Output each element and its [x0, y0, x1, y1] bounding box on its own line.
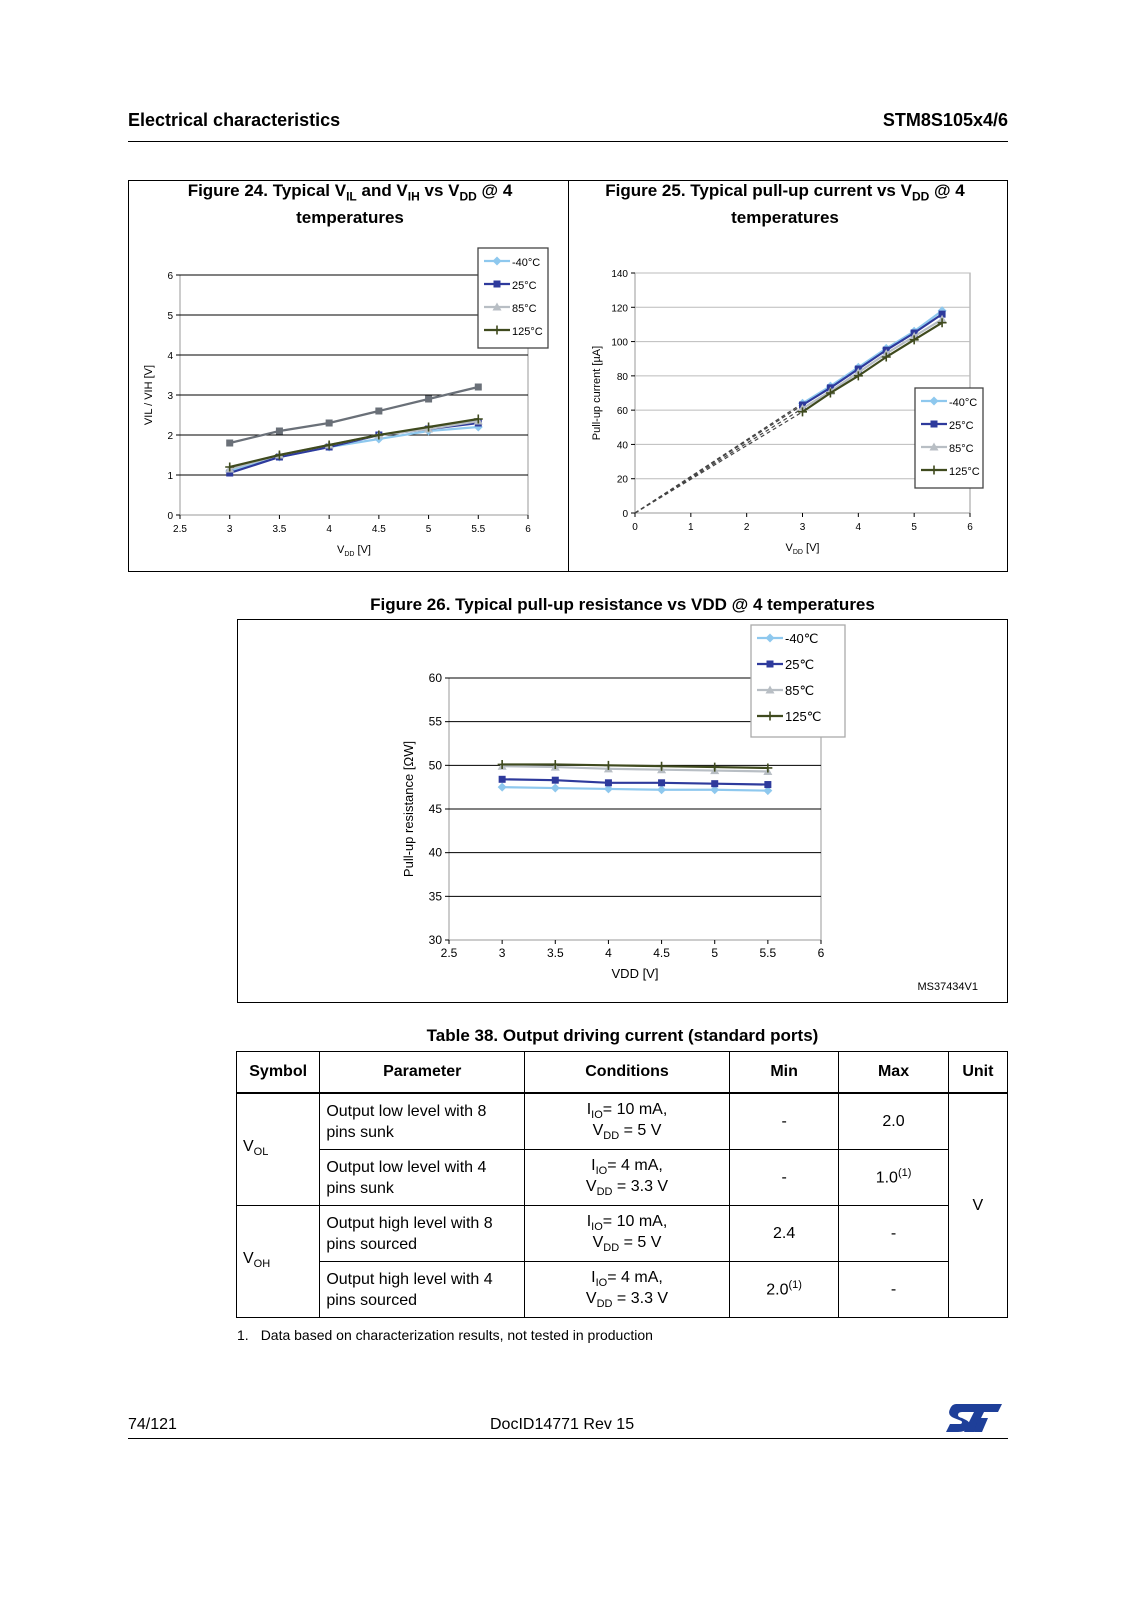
x-tick-label: 2.5: [440, 946, 458, 960]
extrapolation-line: [635, 412, 803, 513]
st-logo-icon: [944, 1402, 1004, 1434]
chart-pullup-current: [580, 255, 1000, 570]
table-header: Min: [729, 1052, 838, 1094]
legend-entry: 85℃: [785, 683, 815, 698]
y-tick-label: 120: [611, 303, 628, 315]
x-axis-label: VDD [V]: [611, 966, 659, 981]
legend-entry: 125°C: [949, 466, 980, 478]
y-tick-label: 3: [167, 391, 173, 402]
symbol-voh: $V_{OH}$: [237, 1206, 320, 1318]
param-cell: Output high level with 8 pins sourced: [320, 1206, 525, 1262]
param-cell: Output low level with 4 pins sunk: [320, 1150, 525, 1206]
y-tick-label: 6: [167, 271, 173, 282]
y-tick-label: 5: [167, 311, 173, 322]
x-tick-label: 0: [632, 522, 638, 533]
table-header: Symbol: [237, 1052, 320, 1094]
x-tick-label: 4.5: [371, 524, 386, 535]
data-point: [475, 384, 482, 391]
x-axis-label: $V_{DD}$ [V]: [337, 544, 371, 558]
figure-25-title: Figure 25. Typical pull-up current vs $V_{DD}$ @ 4 temperatures: [605, 181, 965, 228]
table-header: Unit: [948, 1052, 1007, 1094]
max-cell: 2.0: [839, 1093, 948, 1150]
figure-24-title: Figure 24. Typical $V_{IL}$ and $V_{IH}$ vs $V_{DD}$ @ 4 temperatures: [187, 181, 513, 228]
y-axis-label: Pull-up resistance [ΩW]: [401, 740, 416, 878]
legend-entry: 85°C: [512, 303, 537, 315]
min-cell: 2.4: [729, 1206, 838, 1262]
legend-entry: 125℃: [785, 709, 822, 724]
x-tick-label: 3: [799, 522, 806, 533]
legend-entry: 125°C: [512, 326, 543, 338]
x-tick-label: 2: [743, 522, 750, 533]
table-footnote: 1. Data based on characterization results, not tested in production: [237, 1327, 653, 1343]
y-tick-label: 60: [616, 406, 628, 418]
data-point: [657, 785, 666, 794]
data-point: [425, 396, 432, 403]
symbol-vol: $V_{OL}$: [237, 1093, 320, 1206]
table-row: [237, 1093, 1008, 1150]
param-cell: Output low level with 8 pins sunk: [320, 1093, 525, 1150]
y-axis-label: VIL / VIH [V]: [143, 364, 155, 426]
data-point: [375, 408, 382, 415]
x-tick-label: 6: [525, 524, 531, 535]
x-tick-label: 4: [326, 524, 332, 535]
legend-entry: 25°C: [949, 420, 974, 432]
table-row: [237, 1206, 1008, 1262]
x-tick-label: 3: [498, 946, 506, 960]
x-tick-label: 4: [605, 946, 612, 960]
y-tick-label: 0: [622, 509, 628, 520]
legend-marker: [494, 281, 501, 288]
y-tick-label: 80: [616, 371, 628, 383]
x-tick-label: 5.5: [471, 524, 486, 535]
legend-entry: -40°C: [512, 257, 541, 269]
y-tick-label: 4: [167, 351, 173, 362]
data-point: [551, 784, 560, 793]
series-line: [502, 787, 768, 790]
data-point: [498, 783, 507, 792]
x-tick-label: 5: [911, 522, 917, 533]
y-tick-label: 100: [611, 337, 628, 349]
min-cell: 2.0$^{(1)}$: [729, 1262, 838, 1318]
y-tick-label: 40: [616, 440, 628, 452]
y-tick-label: 45: [428, 802, 442, 816]
x-tick-label: 6: [967, 522, 973, 533]
min-cell: -: [729, 1093, 838, 1150]
x-tick-label: 4: [855, 522, 862, 533]
legend-marker: [767, 661, 774, 668]
table-header: Parameter: [320, 1052, 525, 1094]
data-point: [326, 420, 333, 427]
unit-cell: V: [948, 1093, 1007, 1318]
x-tick-label: 3: [226, 524, 233, 535]
output-current-table: [236, 1051, 1008, 1318]
min-cell: -: [729, 1150, 838, 1206]
x-tick-label: 6: [817, 946, 825, 960]
y-tick-label: 35: [428, 889, 442, 904]
legend-entry: 85°C: [949, 443, 974, 455]
y-tick-label: 0: [167, 511, 173, 522]
table-header-row: [237, 1052, 1008, 1094]
conditions-cell: $I_{IO}= 10$ mA, $V_{DD} = 5$ V: [525, 1206, 730, 1262]
figure-26-title: Figure 26. Typical pull-up resistance vs VDD @ 4 temperatures: [370, 595, 875, 614]
table-row: [237, 1150, 1008, 1206]
conditions-cell: $I_{IO}= 10$ mA, $V_{DD} = 5$ V: [525, 1093, 730, 1150]
max-cell: -: [839, 1262, 948, 1318]
y-tick-label: 1: [167, 471, 173, 482]
legend-entry: -40°C: [949, 397, 978, 409]
figure-divider: [568, 181, 569, 571]
chart-pullup-resistance: [238, 620, 1006, 1002]
y-tick-label: 20: [616, 474, 628, 486]
x-tick-label: 4.5: [653, 946, 670, 960]
data-point: [276, 428, 283, 435]
max-cell: 1.0$^{(1)}$: [839, 1150, 948, 1206]
page-number: 74/121: [128, 1416, 177, 1433]
legend-entry: -40℃: [785, 631, 819, 646]
table-title: Table 38. Output driving current (standard ports): [426, 1026, 819, 1045]
chart-vil-vih: [140, 240, 560, 570]
data-point: [764, 781, 771, 788]
y-tick-label: 55: [428, 714, 442, 729]
part-number: STM8S105x4/6: [882, 110, 1008, 130]
x-tick-label: 5.5: [759, 946, 777, 960]
data-point: [711, 780, 718, 787]
table-row: [237, 1262, 1008, 1318]
y-tick-label: 30: [428, 933, 442, 947]
y-tick-label: 50: [428, 758, 442, 773]
data-point: [658, 779, 665, 786]
footer-rule: [128, 1438, 1008, 1439]
x-tick-label: 5: [425, 524, 432, 535]
doc-id: DocID14771 Rev 15: [490, 1416, 635, 1433]
x-tick-label: 3.5: [272, 524, 287, 535]
data-point: [605, 779, 612, 786]
x-tick-label: 3.5: [546, 946, 564, 960]
max-cell: -: [839, 1206, 948, 1262]
conditions-cell: $I_{IO}= 4$ mA, $V_{DD} = 3.3$ V: [525, 1150, 730, 1206]
x-tick-label: 5: [711, 946, 719, 960]
x-tick-label: 2.5: [173, 524, 187, 535]
header-rule: [128, 141, 1008, 142]
data-point: [552, 777, 559, 784]
y-tick-label: 60: [428, 671, 442, 685]
x-tick-label: 1: [688, 522, 694, 533]
data-point: [226, 440, 233, 447]
conditions-cell: $I_{IO}= 4$ mA, $V_{DD} = 3.3$ V: [525, 1262, 730, 1318]
legend-entry: 25°C: [512, 280, 537, 292]
table-header: Max: [839, 1052, 948, 1094]
param-cell: Output high level with 4 pins sourced: [320, 1262, 525, 1318]
y-axis-label: Pull-up current [µA]: [591, 345, 603, 441]
section-title: Electrical characteristics: [128, 110, 341, 130]
legend-entry: 25℃: [785, 657, 815, 672]
x-axis-label: $V_{DD}$ [V]: [785, 542, 820, 556]
legend-marker: [931, 421, 938, 428]
series-line: [502, 779, 768, 784]
y-tick-label: 140: [611, 269, 628, 280]
y-tick-label: 2: [167, 431, 173, 442]
table-header: Conditions: [525, 1052, 730, 1094]
figure-code: MS37434V1: [917, 981, 978, 993]
data-point: [499, 776, 506, 783]
y-tick-label: 40: [428, 845, 442, 860]
